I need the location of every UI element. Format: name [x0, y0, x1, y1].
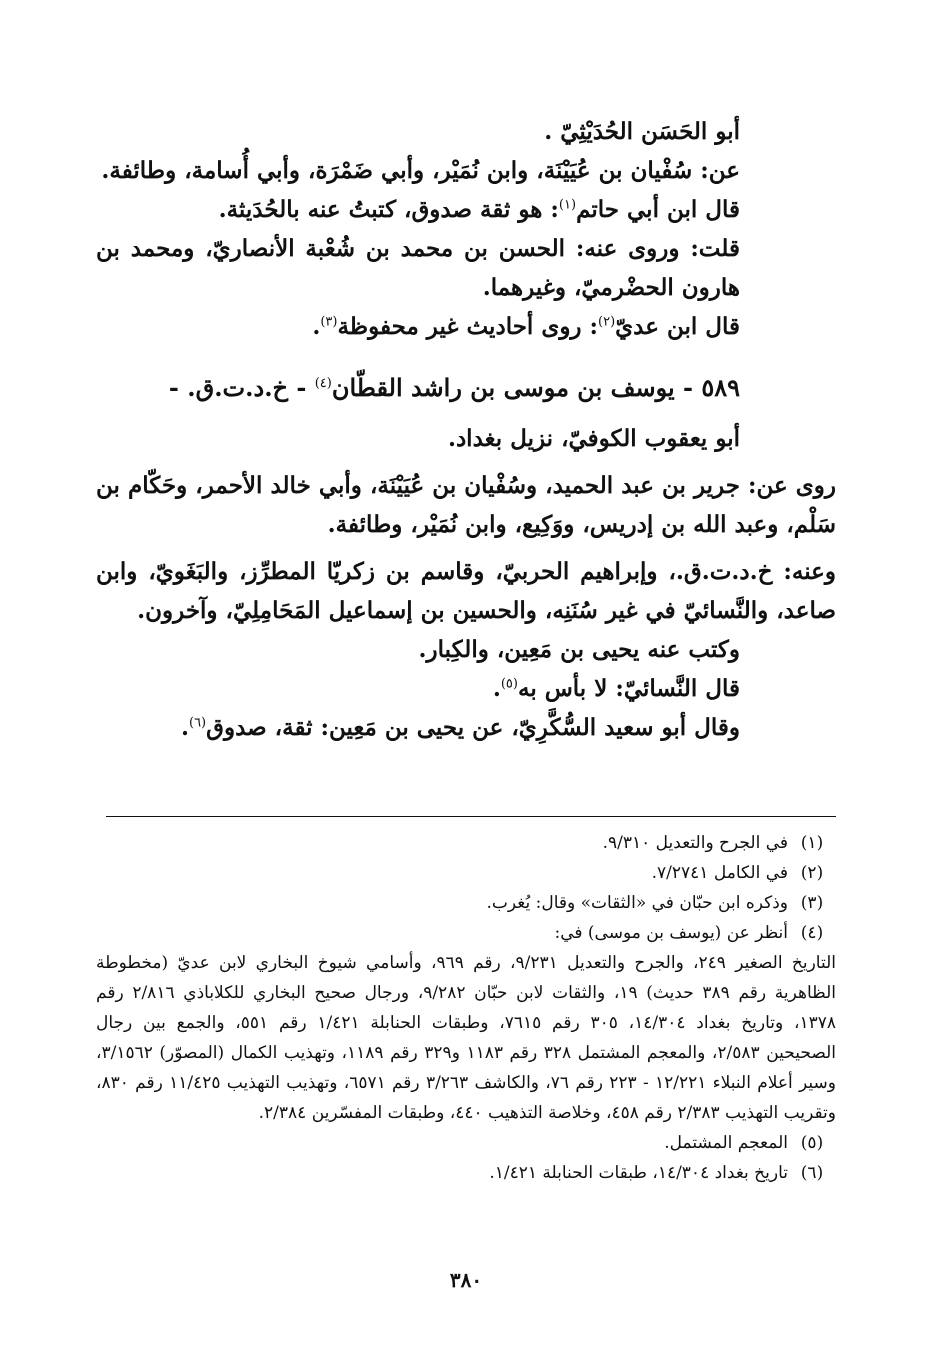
text-line [96, 630, 836, 669]
text-span: أبو الحَسَن الحُدَيْثِيّ . [544, 118, 740, 145]
footnote-ref: (٣) [320, 314, 338, 330]
text-line [96, 190, 836, 229]
footnote-ref: (١) [558, 197, 577, 213]
page-number: ٣٨٠ [449, 1268, 483, 1292]
footnote-item [96, 1158, 836, 1188]
footnote-ref: (٥) [500, 676, 518, 692]
footnote-divider [106, 816, 836, 817]
text-span: . [492, 675, 501, 702]
text-span: وكتب عنه يحيى بن مَعِين، والكِبار. [418, 636, 740, 663]
text-span: : روى أحاديث غير محفوظة [337, 313, 599, 340]
text-span: قال ابن أبي حاتم [576, 196, 740, 223]
text-line [96, 229, 836, 307]
text-paragraph [96, 552, 836, 630]
text-line [96, 419, 836, 458]
footnote-number: (١) [800, 833, 824, 853]
text-span: قلت: وروى عنه: الحسن بن محمد بن شُعْبة الأنصاريّ، ومحمد بن هارون الحضْرميّ، وغيرهما. [96, 235, 740, 301]
text-span: روى عن: جرير بن عبد الحميد، وسُفْيان بن عُيَيْنَة، وأبي خالد الأحمر، وحَكّام بن سَلْم، وعبد الله بن إدريس، ووَكِيع، وابن نُمَيْر، وطائفة. [96, 472, 836, 538]
footnote-text: في الجرح والتعديل ٩/٣١٠. [602, 833, 788, 853]
entry-heading [96, 368, 836, 407]
text-span: . [180, 714, 189, 741]
footnote-number: (٤) [800, 923, 824, 943]
text-span: : هو ثقة صدوق، كتبتُ عنه بالحُدَيثة. [218, 196, 559, 223]
footnote-item [96, 858, 836, 888]
text-span: وعنه: خ.د.ت.ق.، وإبراهيم الحربيّ، وقاسم بن زكريّا المطرِّز، والبَغَويّ، وابن صاعد، والنَّسائيّ في غير سُنَنِه، والحسين بن إسماعيل المَحَامِلِيّ، وآخرون. [96, 558, 836, 624]
footnote-number: (٥) [800, 1133, 824, 1153]
text-line [96, 708, 836, 747]
footnote-text: تاريخ بغداد ١٤/٣٠٤، طبقات الحنابلة ١/٤٢١. [489, 1163, 788, 1183]
text-span: . [312, 313, 321, 340]
text-paragraph [96, 466, 836, 544]
text-span: وقال أبو سعيد السُّكَّرِيّ، عن يحيى بن مَعِين: ثقة، صدوق [206, 714, 740, 741]
footnote-item [96, 888, 836, 918]
main-text [96, 112, 836, 747]
text-line [96, 112, 836, 151]
footnote-item [96, 1128, 836, 1158]
entry-number: ٥٨٩ [701, 373, 740, 402]
footnote-item [96, 828, 836, 858]
footnotes [96, 828, 836, 1188]
footnote-number: (٢) [800, 863, 824, 883]
text-line [96, 151, 836, 190]
text-span: قال النَّسائيّ: لا بأس به [517, 675, 740, 702]
entry-name: - يوسف بن موسى بن راشد القطّان [331, 373, 702, 402]
text-span: قال ابن عديّ [615, 313, 740, 340]
book-page [96, 0, 836, 1372]
footnote-number: (٦) [800, 1163, 824, 1183]
footnote-text: أنظر عن (يوسف بن موسى) في: [554, 923, 788, 943]
text-span: أبو يعقوب الكوفيّ، نزيل بغداد. [447, 425, 740, 452]
footnote-text: المعجم المشتمل. [664, 1133, 788, 1153]
footnote-ref: (٤) [314, 376, 332, 391]
footnote-ref: (٦) [188, 715, 207, 731]
footnote-body: التاريخ الصغير ٢٤٩، والجرح والتعديل ٩/٢٣١، رقم ٩٦٩، وأسامي شيوخ البخاري لابن عديّ (مخطوطة الظاهرية رقم ٣٨٩ حديث) ١٩، والثقات لابن حبّان ٩/٢٨٢، ورجال صحيح البخاري للكلاباذي ٢/٨١٦ رقم ١٣٧٨، وتاريخ بغداد ١٤/٣٠٤، ٣٠٥ رقم ٧٦١٥، وطبقات الحنابلة ١/٤٢١ رقم ٥٥١، والجمع بين رجال الصحيحين ٢/٥٨٣، والمعجم المشتمل ٣٢٨ رقم ١١٨٣ و٣٢٩ رقم ١١٨٩، وتهذيب الكمال (المصوّر) ٣/١٥٦٢، وسير أعلام النبلاء ١٢/٢٢١ - ٢٢٣ رقم ٧٦، والكاشف ٣/٢٦٣ رقم ٦٥٧١، وتهذيب التهذيب ١١/٤٢٥ رقم ٨٣٠، وتقريب التهذيب ٢/٣٨٣ رقم ٤٥٨، وخلاصة التذهيب ٤٤٠، وطبقات المفسّرين ٢/٣٨٤. [96, 953, 837, 1123]
footnote-ref: (٢) [598, 314, 616, 330]
text-span: عن: سُفْيان بن عُيَيْنَة، وابن نُمَيْر، وأبي ضَمْرَة، وأبي أُسامة، وطائفة. [101, 157, 740, 184]
footnote-number: (٣) [800, 893, 824, 913]
entry-sigla: - خ.د.ت.ق. - [168, 373, 315, 402]
text-line [96, 307, 836, 346]
footnote-text: في الكامل ٧/٢٧٤١. [651, 863, 788, 883]
footnote-item [96, 918, 836, 948]
text-line [96, 669, 836, 708]
footnote-text: وذكره ابن حبّان في «الثقات» وقال: يُغرب. [486, 893, 788, 913]
